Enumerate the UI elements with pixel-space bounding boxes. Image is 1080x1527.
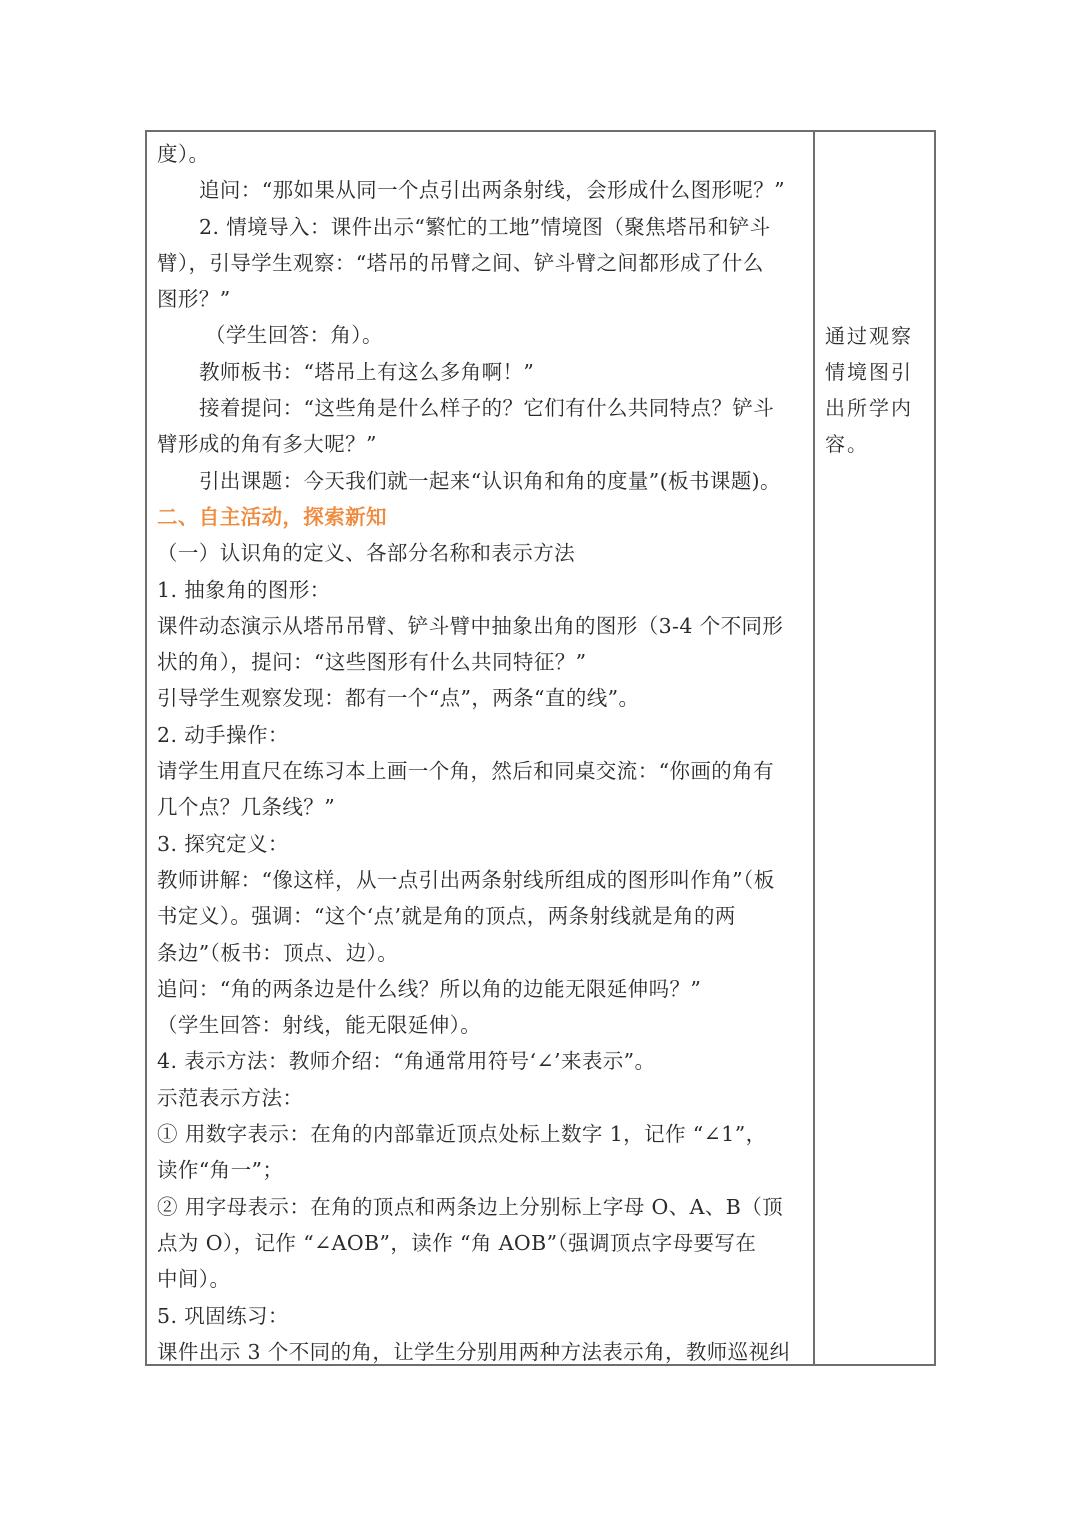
side-note-line: 出所学内 bbox=[825, 396, 913, 420]
lesson-table bbox=[145, 130, 936, 1366]
text-line: 5. 巩固练习： bbox=[157, 1303, 289, 1328]
section-heading: 二、自主活动，探索新知 bbox=[157, 504, 387, 529]
text-line: 条边”（板书：顶点、边）。 bbox=[157, 940, 399, 965]
text-line: 教师讲解：“像这样，从一点引出两条射线所组成的图形叫作角”（板 bbox=[157, 867, 775, 892]
lesson-content bbox=[157, 136, 807, 1370]
text-line: 请学生用直尺在练习本上画一个角，然后和同桌交流：“你画的角有 bbox=[157, 759, 774, 784]
text-line: （一）认识角的定义、各部分名称和表示方法 bbox=[157, 541, 575, 566]
text-line: 课件动态演示从塔吊吊臂、铲斗臂中抽象出角的图形（3-4 个不同形 bbox=[157, 613, 784, 638]
column-divider bbox=[813, 132, 815, 1364]
text-line: （学生回答：角）。 bbox=[205, 323, 383, 348]
design-intent-note bbox=[825, 318, 925, 462]
text-line: 4. 表示方法：教师介绍：“角通常用符号‘∠’来表示”。 bbox=[157, 1049, 656, 1074]
text-line: 追问：“角的两条边是什么线？所以角的边能无限延伸吗？” bbox=[157, 976, 702, 1001]
text-line: 状的角），提问：“这些图形有什么共同特征？” bbox=[157, 650, 587, 675]
text-line: 2. 动手操作： bbox=[157, 722, 289, 747]
text-line: 度）。 bbox=[157, 142, 210, 166]
side-note-line: 通过观察 bbox=[825, 324, 913, 348]
text-line: 示范表示方法： bbox=[157, 1085, 304, 1110]
text-line: ② 用字母表示：在角的顶点和两条边上分别标上字母 O、A、B（顶 bbox=[157, 1194, 784, 1219]
text-line: 课件出示 3 个不同的角，让学生分别用两种方法表示角，教师巡视纠 bbox=[157, 1339, 791, 1364]
text-line: 读作“角一”； bbox=[157, 1158, 284, 1183]
text-line: 中间）。 bbox=[157, 1267, 231, 1292]
side-note-line: 容。 bbox=[825, 432, 869, 456]
text-line: ① 用数字表示：在角的内部靠近顶点处标上数字 1，记作 “∠1”， bbox=[157, 1122, 767, 1147]
text-line: 臂形成的角有多大呢？” bbox=[157, 432, 377, 457]
text-line: 2. 情境导入：课件出示“繁忙的工地”情境图（聚焦塔吊和铲斗 bbox=[199, 214, 771, 239]
text-line: 图形？” bbox=[157, 287, 231, 312]
text-line: 臂），引导学生观察：“塔吊的吊臂之间、铲斗臂之间都形成了什么 bbox=[157, 250, 764, 275]
text-line: 追问：“那如果从同一个点引出两条射线，会形成什么图形呢？” bbox=[199, 178, 786, 203]
text-line: 接着提问：“这些角是什么样子的？它们有什么共同特点？铲斗 bbox=[199, 396, 775, 421]
text-line: 几个点？几条线？” bbox=[157, 795, 336, 820]
text-line: 书定义）。强调：“这个‘点’就是角的顶点，两条射线就是角的两 bbox=[157, 904, 736, 929]
text-line: 3. 探究定义： bbox=[157, 831, 289, 856]
text-line: 教师板书：“塔吊上有这么多角啊！” bbox=[199, 359, 535, 384]
text-line: （学生回答：射线，能无限延伸）。 bbox=[157, 1013, 482, 1038]
text-line: 引出课题：今天我们就一起来“认识角和角的度量”(板书课题)。 bbox=[199, 468, 781, 493]
side-note-line: 情境图引 bbox=[825, 360, 913, 384]
text-line: 引导学生观察发现：都有一个“点”，两条“直的线”。 bbox=[157, 686, 640, 711]
text-line: 1. 抽象角的图形： bbox=[157, 577, 331, 602]
text-line: 点为 O），记作 “∠AOB”，读作 “角 AOB”（强调顶点字母要写在 bbox=[157, 1230, 757, 1255]
